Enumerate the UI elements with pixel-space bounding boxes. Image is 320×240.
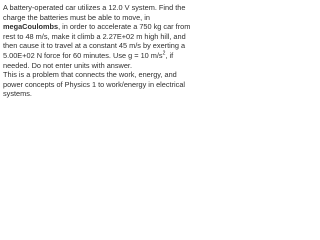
problem-text-part-2: , in order to accelerate a 750 kg car from rest to 48 m/s, make it climb a 2.27E+02 m high hill, and then cause it to travel at a constant 45 m/s by exerting a 5.00E+02 N force for 60 minutes. Use g = 10 m/s xyxy=(3,22,191,60)
problem-statement xyxy=(3,3,197,99)
problem-context-paragraph: This is a problem that connects the work, energy, and power concepts of Physics 1 to work/energy in electrical systems. xyxy=(3,70,186,99)
problem-text-part-1: A battery-operated car utilizes a 12.0 V system. Find the charge the batteries must be able to move, in xyxy=(3,3,186,22)
answer-unit-emphasis: megaCoulombs xyxy=(3,22,59,32)
exponent: 2 xyxy=(162,50,166,57)
problem-text-part-3: , if needed. Do not enter units with answer. xyxy=(3,50,174,70)
